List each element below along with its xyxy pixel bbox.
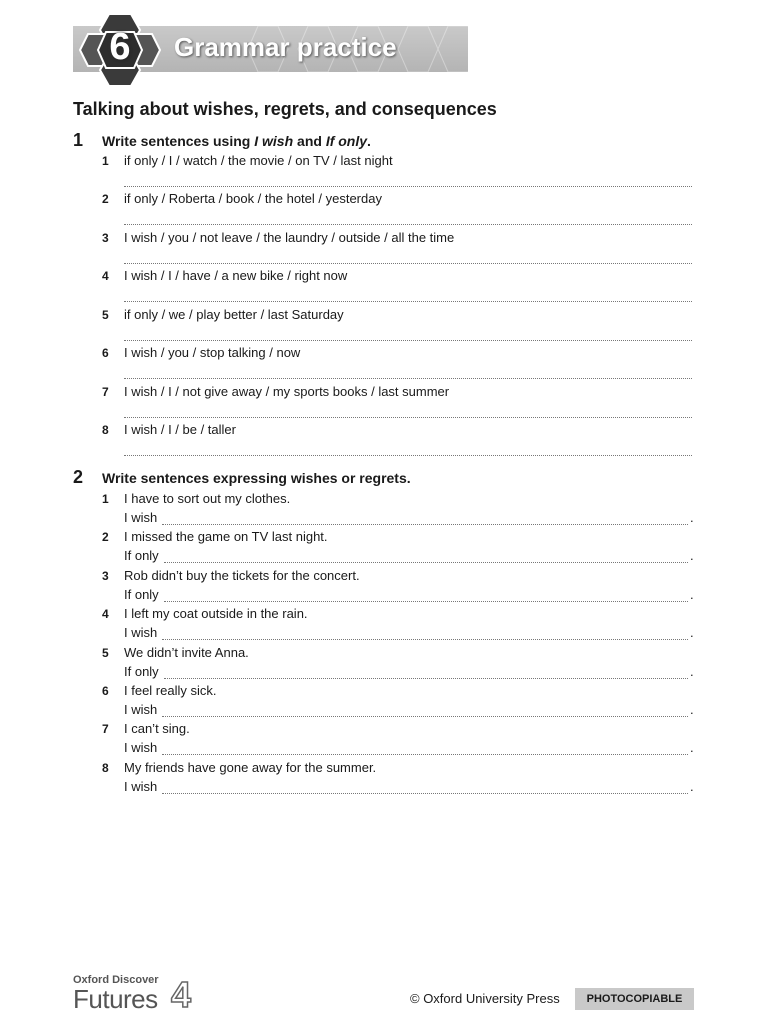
item-prompt: I can’t sing. [124, 721, 190, 736]
sentence-end: . [690, 702, 694, 717]
brand-series: Oxford Discover [73, 974, 159, 986]
sentence-starter: I wish [124, 510, 158, 525]
item-prompt: if only / Roberta / book / the hotel / yesterday [124, 191, 382, 206]
item-number: 4 [102, 607, 109, 621]
item-prompt: I wish / you / stop talking / now [124, 345, 301, 360]
item-number: 4 [102, 269, 109, 283]
item-number: 8 [102, 761, 109, 775]
item-number: 3 [102, 231, 109, 245]
sentence-end: . [690, 664, 694, 679]
exercise-2-instruction: Write sentences expressing wishes or regrets. [102, 470, 411, 486]
sentence-starter: I wish [124, 702, 158, 717]
item-prompt: I have to sort out my clothes. [124, 491, 291, 506]
answer-line[interactable] [124, 263, 692, 264]
item-prompt: I left my coat outside in the rain. [124, 606, 308, 621]
answer-line[interactable] [162, 754, 688, 755]
page-title: Grammar practice [174, 32, 397, 62]
exercise-2-number: 2 [73, 467, 84, 487]
item-number: 8 [102, 423, 109, 437]
exercise-1-instruction: Write sentences using I wish and If only. [102, 133, 371, 149]
answer-line[interactable] [162, 524, 688, 525]
answer-line[interactable] [124, 378, 692, 379]
item-prompt: I wish / you / not leave / the laundry / outside / all the time [124, 230, 455, 245]
item-prompt: I wish / I / have / a new bike / right now [124, 268, 348, 283]
exercise-1-number: 1 [73, 130, 84, 150]
sentence-end: . [690, 740, 694, 755]
item-prompt: My friends have gone away for the summer. [124, 760, 377, 775]
item-prompt: Rob didn’t buy the tickets for the concert. [124, 568, 360, 583]
answer-line[interactable] [162, 716, 688, 717]
answer-line[interactable] [124, 186, 692, 187]
section-subtitle: Talking about wishes, regrets, and consequences [73, 99, 497, 119]
item-prompt: I feel really sick. [124, 683, 217, 698]
item-number: 1 [102, 154, 109, 168]
answer-line[interactable] [164, 562, 688, 563]
brand-logo [73, 974, 203, 1015]
answer-line[interactable] [162, 793, 688, 794]
item-number: 6 [102, 684, 109, 698]
item-number: 7 [102, 385, 109, 399]
item-prompt: I wish / I / not give away / my sports books / last summer [124, 384, 450, 399]
sentence-end: . [690, 510, 694, 525]
brand-level: 4 [171, 974, 192, 1015]
answer-line[interactable] [164, 601, 688, 602]
photocopiable-badge: PHOTOCOPIABLE [575, 988, 694, 1010]
answer-line[interactable] [124, 224, 692, 225]
item-prompt: if only / I / watch / the movie / on TV / last night [124, 153, 393, 168]
sentence-starter: I wish [124, 625, 158, 640]
answer-line[interactable] [124, 455, 692, 456]
answer-line[interactable] [124, 301, 692, 302]
unit-badge [78, 12, 162, 90]
unit-number: 6 [109, 26, 131, 68]
item-prompt: We didn’t invite Anna. [124, 645, 249, 660]
item-number: 6 [102, 346, 109, 360]
sentence-starter: If only [124, 548, 159, 563]
answer-line[interactable] [164, 678, 688, 679]
item-number: 2 [102, 530, 109, 544]
sentence-end: . [690, 779, 694, 794]
answer-line[interactable] [162, 639, 688, 640]
item-number: 7 [102, 722, 109, 736]
brand-name: Futures [73, 984, 158, 1014]
sentence-starter: I wish [124, 740, 158, 755]
item-prompt: I wish / I / be / taller [124, 422, 236, 437]
sentence-starter: If only [124, 664, 159, 679]
sentence-end: . [690, 548, 694, 563]
item-prompt: I missed the game on TV last night. [124, 529, 328, 544]
item-prompt: if only / we / play better / last Saturday [124, 307, 344, 322]
item-number: 3 [102, 569, 109, 583]
item-number: 2 [102, 192, 109, 206]
copyright-text: © Oxford University Press [410, 991, 560, 1006]
sentence-end: . [690, 625, 694, 640]
answer-line[interactable] [124, 417, 692, 418]
sentence-starter: If only [124, 587, 159, 602]
item-number: 1 [102, 492, 109, 506]
item-number: 5 [102, 308, 109, 322]
item-number: 5 [102, 646, 109, 660]
sentence-starter: I wish [124, 779, 158, 794]
answer-line[interactable] [124, 340, 692, 341]
sentence-end: . [690, 587, 694, 602]
